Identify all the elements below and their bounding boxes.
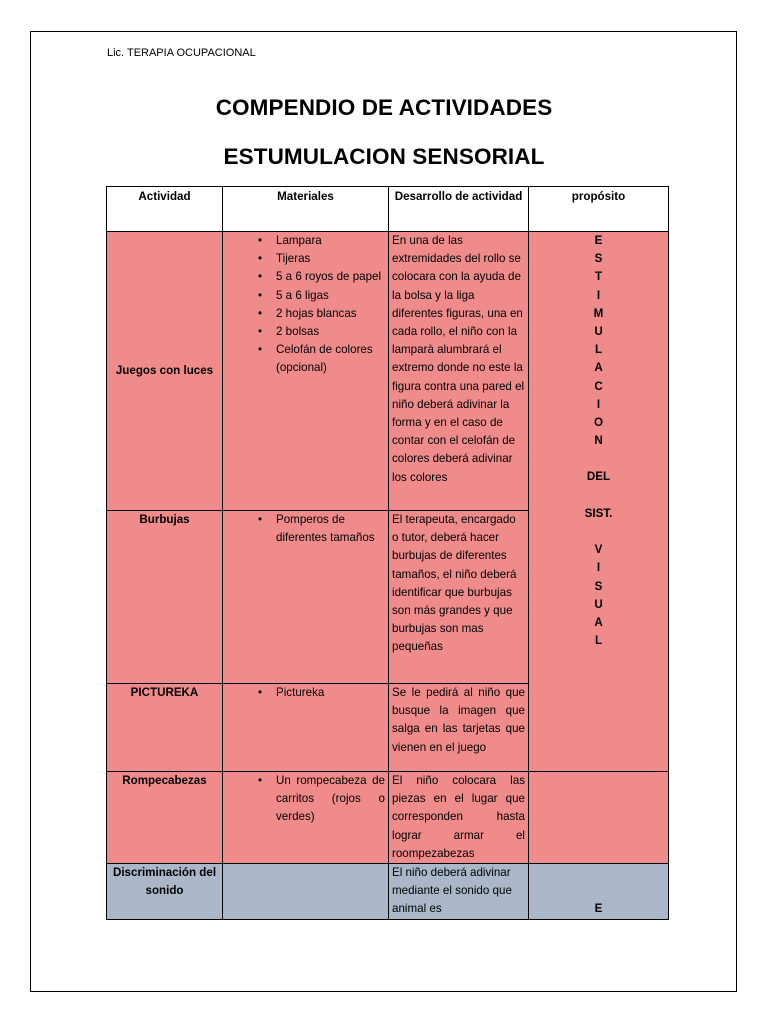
material-item: • Lampara	[276, 232, 385, 250]
column-header-activity: Actividad	[107, 187, 223, 232]
column-header-development: Desarrollo de actividad	[389, 187, 529, 232]
purpose-letter: E	[594, 234, 603, 247]
activity-name: Rompecabezas	[107, 772, 223, 864]
activity-name: Discriminación del sonido	[107, 864, 223, 920]
materials-cell	[223, 864, 389, 920]
purpose-letter: U	[594, 324, 603, 338]
materials-cell	[223, 511, 389, 684]
material-item: • Tijeras	[276, 250, 385, 268]
material-item: • 5 a 6 royos de papel	[276, 268, 385, 286]
purpose-cell	[529, 864, 669, 920]
table-row	[107, 864, 669, 920]
material-item: • Celofán de colores (opcional)	[276, 341, 385, 377]
material-item: • 5 a 6 ligas	[276, 287, 385, 305]
purpose-letter: I	[596, 561, 601, 575]
purpose-cell	[529, 232, 669, 772]
materials-cell	[223, 232, 389, 511]
material-item: • Pomperos de diferentes tamaños	[276, 511, 385, 547]
material-item: • 2 hojas blancas	[276, 305, 385, 323]
purpose-word-del: DEL	[586, 470, 611, 484]
document-title: COMPENDIO DE ACTIVIDADES	[215, 95, 553, 120]
development-cell: El niño colocara las piezas en el lugar que corresponden hasta lograr armar el roompezabezas	[389, 772, 529, 864]
purpose-letter: A	[594, 615, 603, 629]
purpose-letter: V	[594, 543, 603, 557]
purpose-letter: I	[596, 288, 601, 302]
purpose-cell-empty	[529, 772, 669, 864]
document-subtitle: ESTUMULACION SENSORIAL	[223, 144, 545, 169]
purpose-letter: S	[594, 252, 603, 266]
material-item: • 2 bolsas	[276, 323, 385, 341]
purpose-letter: T	[594, 270, 603, 284]
materials-cell	[223, 772, 389, 864]
purpose-letter: A	[594, 361, 603, 375]
activity-name-text: Juegos con luces	[115, 363, 214, 377]
purpose-letter: L	[594, 634, 603, 648]
purpose-letter: I	[596, 397, 601, 411]
table-row	[107, 232, 669, 511]
purpose-letter: N	[594, 434, 603, 448]
materials-cell	[223, 684, 389, 772]
activity-name: Burbujas	[107, 511, 223, 684]
purpose-letter: E	[594, 902, 603, 916]
purpose-word-sist: SIST.	[584, 506, 613, 520]
purpose-letter: L	[594, 343, 603, 357]
table-header-row	[107, 187, 669, 232]
purpose-letter: S	[594, 579, 603, 593]
purpose-letter: C	[594, 379, 603, 393]
development-cell: En una de las extremidades del rollo se colocara con la ayuda de la bolsa y la liga diferentes figuras, una en cada rollo, el niño con la lamparà alumbrará el extremo donde no este la figura contra una pared el niño deberá adivinar la forma y en el caso de contar con el celofán de colores deberá adivinar los colores	[389, 232, 529, 511]
purpose-letter: U	[594, 597, 603, 611]
development-cell: El terapeuta, encargado o tutor, deberá hacer burbujas de diferentes tamaños, el niño deberá identificar que burbujas son más grandes y que burbujas son mas pequeñas	[389, 511, 529, 684]
table-row	[107, 772, 669, 864]
activities-table	[106, 186, 669, 920]
activity-name	[107, 232, 223, 511]
header-text: Lic. TERAPIA OCUPACIONAL	[107, 47, 256, 59]
activity-name: PICTUREKA	[107, 684, 223, 772]
development-cell: El niño deberá adivinar mediante el sonido que animal es	[389, 864, 529, 920]
purpose-letter: M	[593, 306, 604, 320]
column-header-materials: Materiales	[223, 187, 389, 232]
material-item: • Un rompecabeza de carritos (rojos o verdes)	[276, 772, 385, 827]
purpose-letter: O	[593, 415, 604, 429]
column-header-purpose: propósito	[529, 187, 669, 232]
development-cell: Se le pedirá al niño que busque la imagen que salga en las tarjetas que vienen en el juego	[389, 684, 529, 772]
material-item: • Pictureka	[276, 684, 385, 702]
